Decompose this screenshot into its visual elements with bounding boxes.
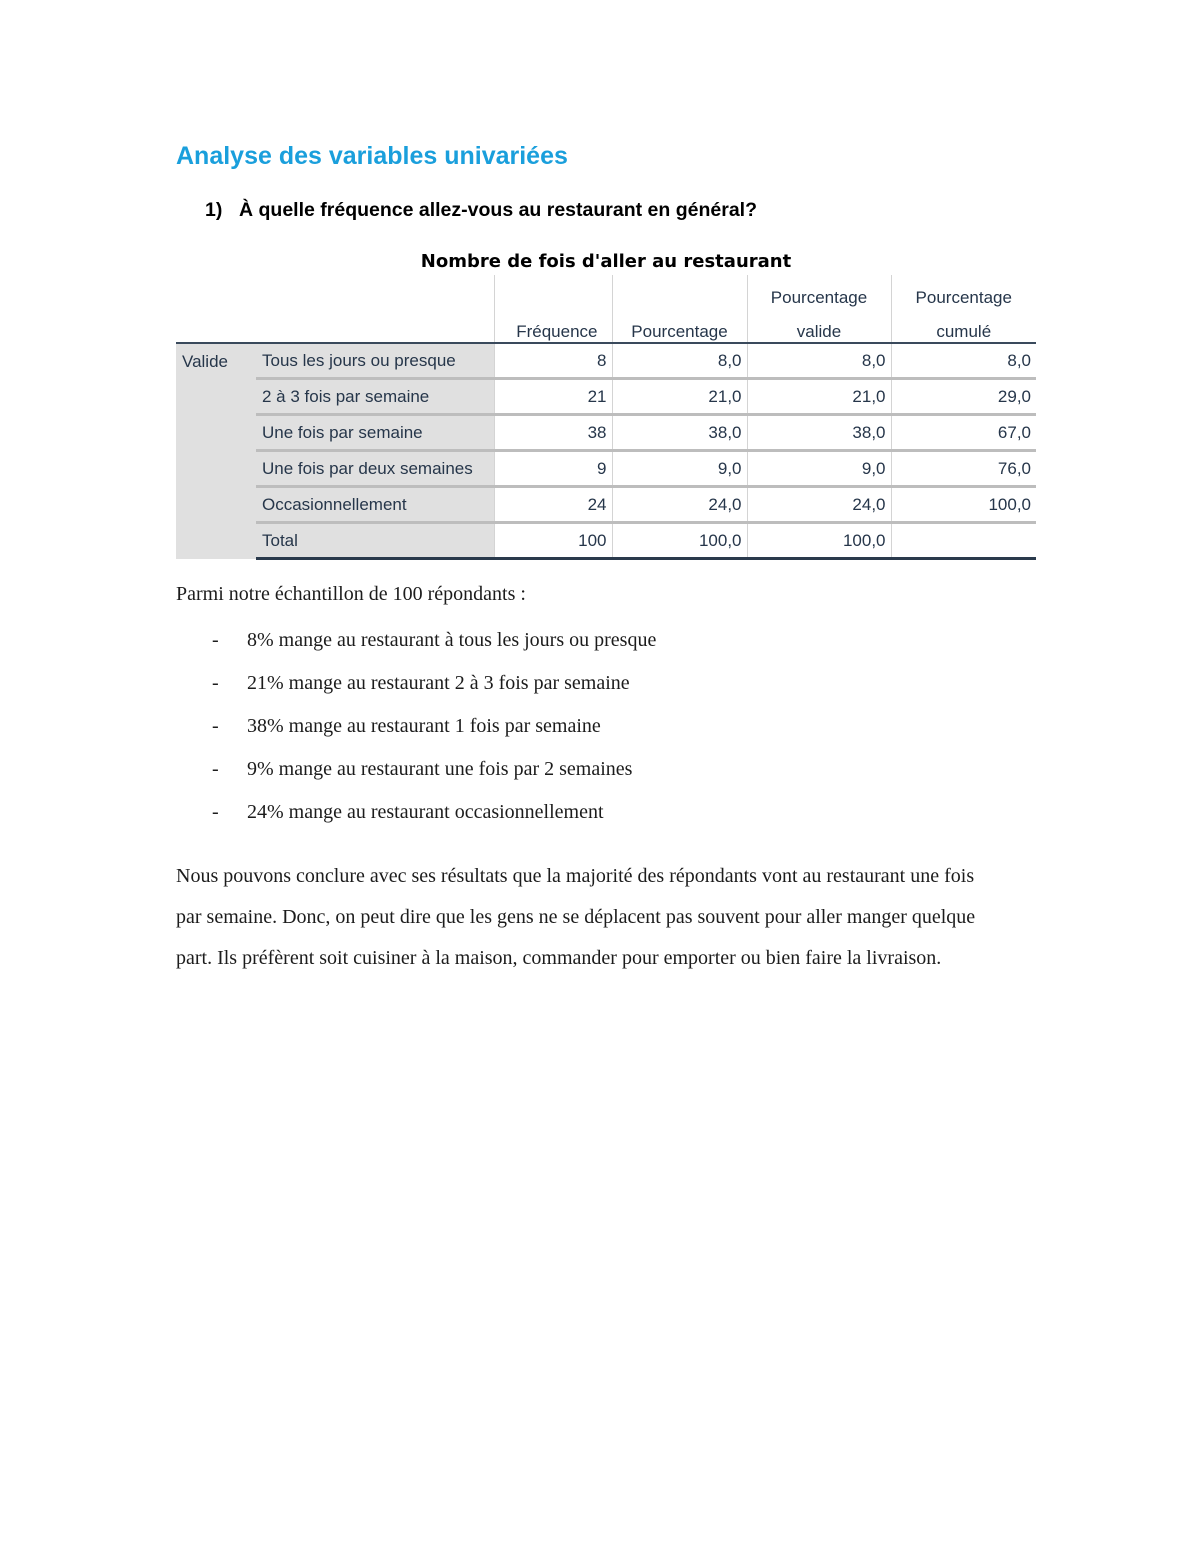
- question-number: 1): [205, 199, 223, 221]
- header-cumule-line1: Pourcentage: [891, 275, 1036, 308]
- cell-valide: 24,0: [747, 487, 891, 523]
- list-item: [176, 627, 656, 670]
- bullet-dash: -: [212, 629, 219, 651]
- cell-cumule: 76,0: [891, 451, 1036, 487]
- cell-frequence: 9: [494, 451, 612, 487]
- section-heading: Analyse des variables univariées: [176, 142, 568, 170]
- cell-pourcentage: 9,0: [612, 451, 747, 487]
- cell-pourcentage: 24,0: [612, 487, 747, 523]
- header-stub-bottom: [176, 308, 494, 343]
- row-label: Une fois par semaine: [256, 415, 494, 451]
- header-valide-line2: valide: [747, 308, 891, 343]
- cell-pourcentage: 8,0: [612, 343, 747, 379]
- cell-valide: 21,0: [747, 379, 891, 415]
- row-label-total: Total: [256, 523, 494, 559]
- cell-cumule: [891, 523, 1036, 559]
- cell-valide: 9,0: [747, 451, 891, 487]
- cell-frequence: 24: [494, 487, 612, 523]
- table-row: [176, 415, 1036, 451]
- header-pourcentage: Pourcentage: [612, 308, 747, 343]
- bullet-text: 38% mange au restaurant 1 fois par semaine: [247, 715, 601, 737]
- group-label-valide: Valide: [176, 343, 256, 559]
- cell-frequence: 8: [494, 343, 612, 379]
- table-row-total: [176, 523, 1036, 559]
- frequency-table: [176, 275, 1036, 560]
- row-label: Une fois par deux semaines: [256, 451, 494, 487]
- bullet-dash: -: [212, 758, 219, 780]
- question-heading: [205, 199, 757, 222]
- intro-paragraph: Parmi notre échantillon de 100 répondants :: [176, 583, 526, 605]
- bullet-dash: -: [212, 801, 219, 823]
- cell-frequence: 38: [494, 415, 612, 451]
- row-label: Tous les jours ou presque: [256, 343, 494, 379]
- question-text: À quelle fréquence allez-vous au restaurant en général?: [239, 199, 757, 221]
- conclusion-paragraph: Nous pouvons conclure avec ses résultats que la majorité des répondants vont au restaurant une fois par semaine. Donc, on peut dire que les gens ne se déplacent pas souvent pour aller manger quelque part. Ils préfèrent soit cuisiner à la maison, commander pour emporter ou bien faire la livraison.: [176, 865, 976, 969]
- bullet-list: [176, 627, 656, 842]
- bullet-dash: -: [212, 672, 219, 694]
- cell-valide: 100,0: [747, 523, 891, 559]
- table-row: [176, 487, 1036, 523]
- list-item: [176, 713, 656, 756]
- cell-cumule: 67,0: [891, 415, 1036, 451]
- cell-frequence: 21: [494, 379, 612, 415]
- cell-pourcentage: 21,0: [612, 379, 747, 415]
- header-empty-pourcentage: [612, 275, 747, 308]
- cell-valide: 8,0: [747, 343, 891, 379]
- list-item: [176, 799, 656, 842]
- table-row: [176, 343, 1036, 379]
- header-frequence: Fréquence: [494, 308, 612, 343]
- cell-cumule: 8,0: [891, 343, 1036, 379]
- bullet-dash: -: [212, 715, 219, 737]
- header-valide-line1: Pourcentage: [747, 275, 891, 308]
- cell-cumule: 100,0: [891, 487, 1036, 523]
- list-item: [176, 756, 656, 799]
- header-cumule-line2: cumulé: [891, 308, 1036, 343]
- cell-cumule: 29,0: [891, 379, 1036, 415]
- bullet-text: 9% mange au restaurant une fois par 2 semaines: [247, 758, 633, 780]
- bullet-text: 24% mange au restaurant occasionnellement: [247, 801, 604, 823]
- bullet-text: 8% mange au restaurant à tous les jours ou presque: [247, 629, 657, 651]
- cell-frequence: 100: [494, 523, 612, 559]
- header-empty-frequence: [494, 275, 612, 308]
- list-item: [176, 670, 656, 713]
- row-label: Occasionnellement: [256, 487, 494, 523]
- table-row: [176, 451, 1036, 487]
- table-title: Nombre de fois d'aller au restaurant: [420, 251, 792, 272]
- row-label: 2 à 3 fois par semaine: [256, 379, 494, 415]
- table-row: [176, 379, 1036, 415]
- bullet-text: 21% mange au restaurant 2 à 3 fois par semaine: [247, 672, 630, 694]
- header-stub-top: [176, 275, 494, 308]
- cell-pourcentage: 100,0: [612, 523, 747, 559]
- cell-pourcentage: 38,0: [612, 415, 747, 451]
- cell-valide: 38,0: [747, 415, 891, 451]
